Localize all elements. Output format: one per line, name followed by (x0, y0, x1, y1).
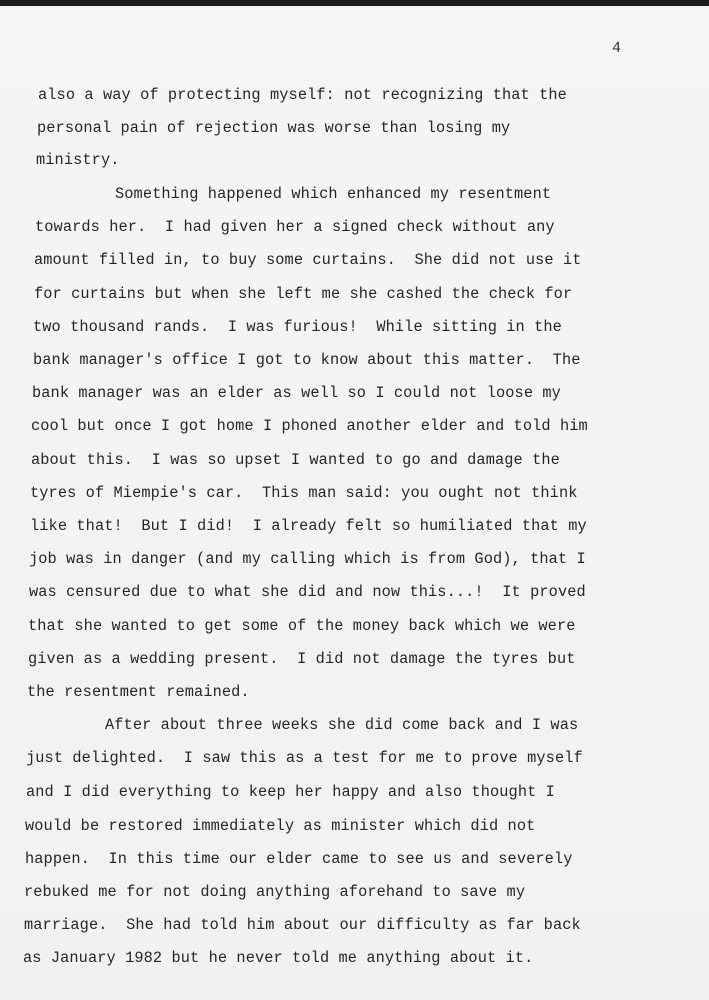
text-line: and I did everything to keep her happy and also thought I (26, 783, 555, 801)
text-line: just delighted. I saw this as a test for me to prove myself (26, 749, 583, 767)
text-line: like that! But I did! I already felt so humiliated that my (30, 517, 587, 535)
text-line: bank manager was an elder as well so I could not loose my (32, 384, 561, 402)
text-line: marriage. She had told him about our difficulty as far back (24, 916, 581, 934)
text-line: happen. In this time our elder came to see us and severely (25, 850, 573, 868)
text-line: bank manager's office I got to know about this matter. The (33, 351, 581, 369)
text-line: After about three weeks she did come back and I was (105, 716, 579, 734)
text-line: two thousand rands. I was furious! While sitting in the (33, 318, 562, 336)
text-line: would be restored immediately as minister which did not (25, 817, 536, 835)
text-line: rebuked me for not doing anything aforehand to save my (24, 883, 526, 901)
scan-top-edge (0, 0, 709, 6)
text-line: tyres of Miempie's car. This man said: you ought not think (30, 484, 578, 502)
text-line: cool but once I got home I phoned another elder and told him (31, 417, 588, 435)
text-line: Something happened which enhanced my resentment (115, 185, 552, 203)
text-line: for curtains but when she left me she cashed the check for (34, 285, 573, 303)
text-line: that she wanted to get some of the money back which we were (28, 617, 576, 635)
page-number: 4 (612, 40, 622, 57)
text-line: towards her. I had given her a signed check without any (35, 218, 555, 236)
text-line: also a way of protecting myself: not recognizing that the (38, 86, 567, 104)
text-line: amount filled in, to buy some curtains. She did not use it (34, 251, 582, 269)
text-line: about this. I was so upset I wanted to go and damage the (31, 451, 560, 469)
text-line: as January 1982 but he never told me anything about it. (23, 949, 534, 967)
text-line: job was in danger (and my calling which is from God), that I (29, 550, 586, 568)
text-line: the resentment remained. (27, 683, 250, 701)
text-line: was censured due to what she did and now this...! It proved (29, 583, 586, 601)
text-line: personal pain of rejection was worse than losing my (37, 119, 511, 137)
text-line: given as a wedding present. I did not damage the tyres but (28, 650, 576, 668)
text-line: ministry. (36, 151, 120, 169)
